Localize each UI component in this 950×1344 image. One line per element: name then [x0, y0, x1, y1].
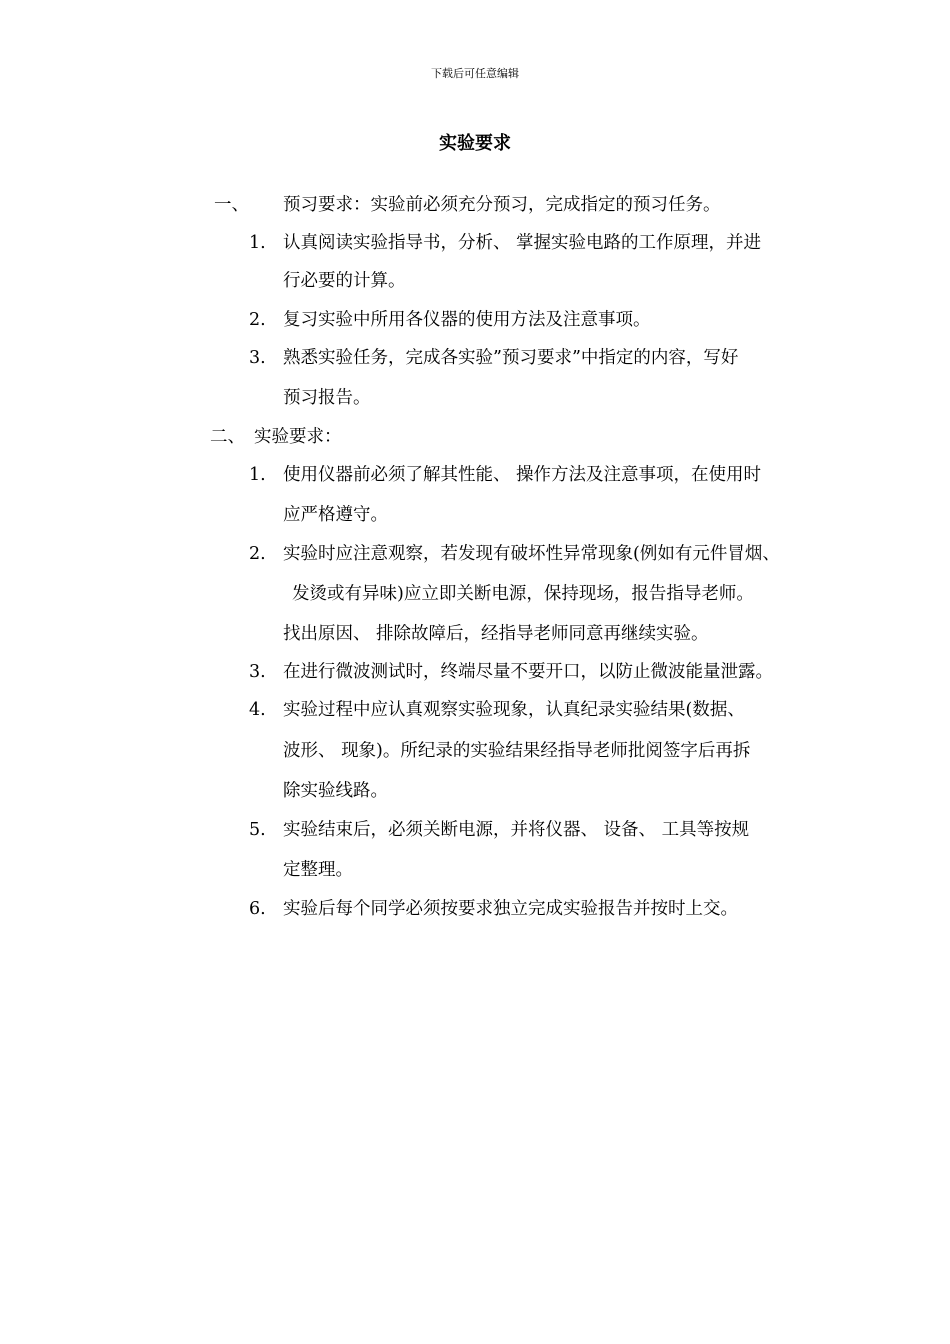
- s1-item-2-line-1: 复习实验中所用各仪器的使用方法及注意事项。: [283, 310, 651, 330]
- s2-item-2-line-3: 找出原因、 排除故障后，经指导老师同意再继续实验。: [283, 624, 709, 644]
- s2-item-4-number: 4.: [249, 700, 266, 720]
- section-2-heading: 实验要求：: [254, 427, 342, 447]
- s1-item-3-line-2: 预习报告。: [283, 388, 371, 408]
- s2-item-4-line-2: 波形、 现象)。所纪录的实验结果经指导老师批阅签字后再拆: [283, 741, 751, 761]
- s2-item-1-line-1: 使用仪器前必须了解其性能、 操作方法及注意事项，在使用时: [283, 465, 762, 485]
- s1-item-3-line-1: 熟悉实验任务，完成各实验”预习要求”中指定的内容，写好: [283, 348, 739, 368]
- s2-item-3-line-1: 在进行微波测试时，终端尽量不要开口，以防止微波能量泄露。: [283, 662, 773, 682]
- section-1-marker: 一、: [214, 195, 249, 215]
- s1-item-1-line-2: 行必要的计算。: [283, 271, 406, 291]
- s2-item-6-line-1: 实验后每个同学必须按要求独立完成实验报告并按时上交。: [283, 899, 738, 919]
- page-header-note: 下载后可任意编辑: [431, 67, 519, 80]
- s2-item-1-number: 1.: [249, 465, 266, 485]
- s2-item-2-line-2: 发烫或有异味)应立即关断电源，保持现场，报告指导老师。: [292, 584, 754, 604]
- s2-item-6-number: 6.: [249, 899, 266, 919]
- document-title: 实验要求: [439, 133, 511, 154]
- s2-item-1-line-2: 应严格遵守。: [283, 505, 388, 525]
- s1-item-2-number: 2.: [249, 310, 266, 330]
- s1-item-1-number: 1.: [249, 233, 266, 253]
- section-2-marker: 二、: [210, 427, 245, 447]
- s2-item-5-number: 5.: [249, 820, 266, 840]
- s1-item-3-number: 3.: [249, 348, 266, 368]
- s2-item-5-line-1: 实验结束后，必须关断电源，并将仪器、 设备、 工具等按规: [283, 820, 750, 840]
- s2-item-3-number: 3.: [249, 662, 266, 682]
- s1-item-1-line-1: 认真阅读实验指导书，分析、 掌握实验电路的工作原理，并进: [283, 233, 762, 253]
- s2-item-4-line-3: 除实验线路。: [283, 781, 388, 801]
- s2-item-5-line-2: 定整理。: [283, 860, 353, 880]
- s2-item-4-line-1: 实验过程中应认真观察实验现象，认真纪录实验结果(数据、: [283, 700, 745, 720]
- s2-item-2-line-1: 实验时应注意观察，若发现有破坏性异常现象(例如有元件冒烟、: [283, 544, 780, 564]
- section-1-heading: 预习要求：实验前必须充分预习，完成指定的预习任务。: [283, 195, 721, 215]
- s2-item-2-number: 2.: [249, 544, 266, 564]
